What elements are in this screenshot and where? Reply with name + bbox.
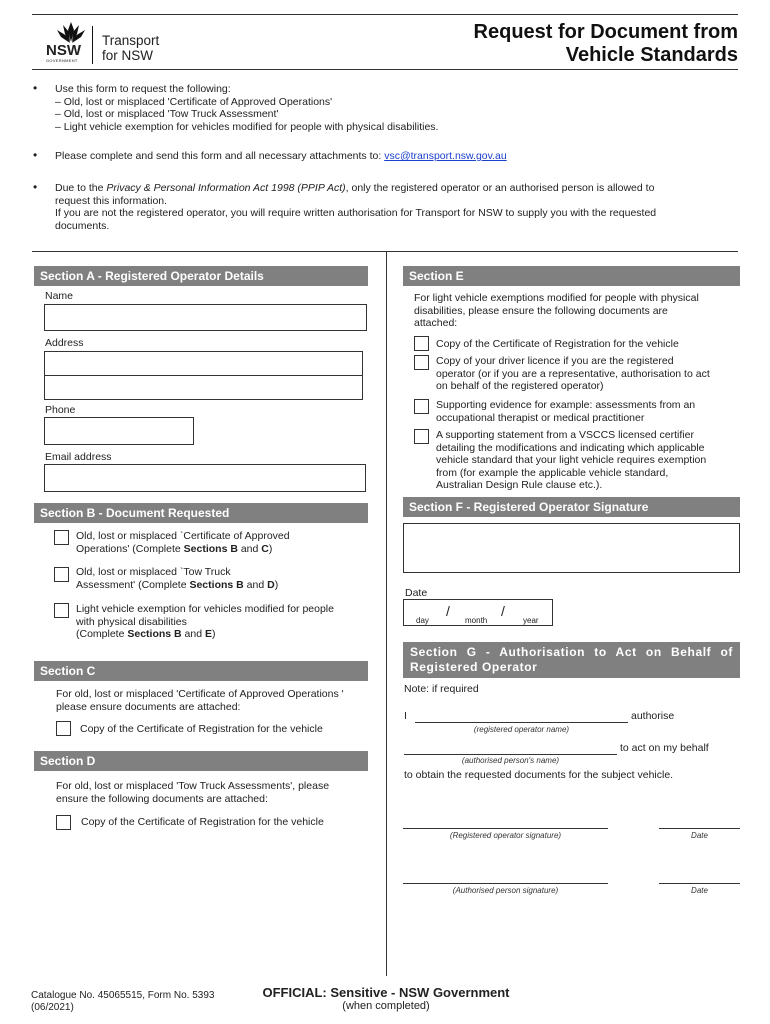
form-date-code: (06/2021) xyxy=(31,1002,74,1013)
title-line-2: Vehicle Standards xyxy=(565,44,738,66)
date-slash: / xyxy=(501,603,505,619)
phone-field[interactable] xyxy=(44,417,194,445)
logo-government-text: GOVERNMENT xyxy=(46,58,78,63)
operator-signature-line[interactable] xyxy=(403,828,608,829)
logo-transport: Transport xyxy=(102,33,160,48)
section-d-registration-checkbox[interactable] xyxy=(56,815,71,830)
section-f-header: Section F - Registered Operator Signature xyxy=(403,497,740,517)
authorised-signature-line[interactable] xyxy=(403,883,608,884)
authorised-person-name-line[interactable] xyxy=(404,754,617,755)
option-exemption-label: Light vehicle exemption for vehicles modified for people with physical disabilities (Complete Sections B and E) xyxy=(76,603,334,640)
option-coa-label: Old, lost or misplaced `Certificate of Approved Operations' (Complete Sections B and C) xyxy=(76,530,290,555)
authorise-word: authorise xyxy=(631,710,675,722)
authorised-person-name-caption: (authorised person's name) xyxy=(461,756,560,765)
section-e-licence-label: Copy of your driver licence if you are the registered operator (or if you are a representative, authorisation to act on behalf of the registered operator) xyxy=(436,355,710,392)
option-tow-checkbox[interactable] xyxy=(54,567,69,582)
nsw-logo xyxy=(44,20,179,66)
waratah-icon xyxy=(54,20,88,44)
date-label: Date xyxy=(405,587,428,599)
authorised-signature-caption: (Authorised person signature) xyxy=(452,886,559,895)
date-day-caption: day xyxy=(416,616,429,625)
section-a-header: Section A - Registered Operator Details xyxy=(34,266,368,286)
name-field[interactable] xyxy=(44,304,367,331)
date-slash: / xyxy=(446,603,450,619)
bullet-dot: • xyxy=(33,180,38,194)
registered-operator-name-line[interactable] xyxy=(415,722,628,723)
header-rule xyxy=(32,69,738,70)
bullet-dot: • xyxy=(33,81,38,95)
obtain-documents-text: to obtain the requested documents for the subject vehicle. xyxy=(404,769,674,781)
operator-date-caption: Date xyxy=(691,831,708,840)
section-c-description: For old, lost or misplaced 'Certificate of Approved Operations ' please ensure documents are attached: xyxy=(56,688,344,713)
section-c-header: Section C xyxy=(34,661,368,681)
email-label: Email address xyxy=(45,451,112,463)
email-field[interactable] xyxy=(44,464,366,492)
section-d-registration-label: Copy of the Certificate of Registration for the vehicle xyxy=(81,816,324,828)
option-exemption-checkbox[interactable] xyxy=(54,603,69,618)
date-month-caption: month xyxy=(465,616,488,625)
intro-bullet-3: Due to the Privacy & Personal Information Act 1998 (PPIP Act), only the registered operator or an authorised person is allowed to request this information. If you are not the registered operator, you will require written authorisation for Transport for NSW to supply you with the requested documents. xyxy=(55,182,657,232)
when-completed: (when completed) xyxy=(342,1000,430,1012)
operator-date-line[interactable] xyxy=(659,828,740,829)
option-tow-label: Old, lost or misplaced `Tow Truck Assessment' (Complete Sections B and D) xyxy=(76,566,279,591)
logo-nsw-text: NSW xyxy=(46,42,81,59)
act-on-behalf-text: to act on my behalf xyxy=(620,742,709,754)
address-field-line-1[interactable] xyxy=(44,351,363,376)
section-d-header: Section D xyxy=(34,751,368,771)
name-label: Name xyxy=(45,290,74,302)
address-field-line-2[interactable] xyxy=(44,375,363,400)
intro-bullet-2: Please complete and send this form and all necessary attachments to: vsc@transport.nsw.gov.au xyxy=(55,150,507,162)
operator-signature-field[interactable] xyxy=(403,523,740,573)
option-coa-checkbox[interactable] xyxy=(54,530,69,545)
bullet-dot: • xyxy=(33,148,38,162)
operator-signature-caption: (Registered operator signature) xyxy=(449,831,562,840)
section-c-registration-label: Copy of the Certificate of Registration for the vehicle xyxy=(80,723,323,735)
address-label: Address xyxy=(45,337,84,349)
official-classification: OFFICIAL: Sensitive - NSW Government xyxy=(262,985,510,1000)
section-e-statement-label: A supporting statement from a VSCCS licensed certifier detailing the modifications and indicating which applicable vehicle standard that your light vehicle requires exemption from (for example the applicable vehicle standard, Australian Design Rule clause etc.). xyxy=(436,429,707,491)
page-title xyxy=(474,21,738,67)
section-g-header: Section G - Authorisation to Act on Behalf of Registered Operator xyxy=(403,642,740,678)
section-e-registration-label: Copy of the Certificate of Registration for the vehicle xyxy=(436,338,679,350)
top-rule xyxy=(32,14,738,15)
authorised-date-line[interactable] xyxy=(659,883,740,884)
intro-bullet-1: Use this form to request the following: – Old, lost or misplaced 'Certificate of Approved Operations' – Old, lost or misplaced 'Tow Truck Assessment' – Light vehicle exemption for vehicles modified for people with physical disabilities. xyxy=(55,83,439,133)
section-e-statement-checkbox[interactable] xyxy=(414,429,429,444)
authorise-i: I xyxy=(404,710,407,722)
section-e-evidence-checkbox[interactable] xyxy=(414,399,429,414)
section-e-evidence-label: Supporting evidence for example: assessments from an occupational therapist or medical practitioner xyxy=(436,399,696,424)
email-link[interactable]: vsc@transport.nsw.gov.au xyxy=(384,150,507,162)
section-e-description: For light vehicle exemptions modified for people with physical disabilities, please ensure the following documents are attached: xyxy=(414,292,699,329)
section-b-header: Section B - Document Requested xyxy=(34,503,368,523)
logo-for-nsw: for NSW xyxy=(102,48,154,63)
date-year-caption: year xyxy=(523,616,539,625)
phone-label: Phone xyxy=(45,404,76,416)
logo-divider xyxy=(92,26,93,64)
section-d-description: For old, lost or misplaced 'Tow Truck Assessments', please ensure the following documents are attached: xyxy=(56,780,330,805)
section-e-registration-checkbox[interactable] xyxy=(414,336,429,351)
title-line-1: Request for Document from xyxy=(473,21,738,43)
catalogue-number: Catalogue No. 45065515, Form No. 5393 xyxy=(31,990,215,1001)
section-g-note: Note: if required xyxy=(404,683,479,695)
section-c-registration-checkbox[interactable] xyxy=(56,721,71,736)
section-e-licence-checkbox[interactable] xyxy=(414,355,429,370)
authorised-date-caption: Date xyxy=(691,886,708,895)
section-e-header: Section E xyxy=(403,266,740,286)
registered-operator-name-caption: (registered operator name) xyxy=(473,725,570,734)
column-divider xyxy=(386,251,387,976)
intro-rule xyxy=(32,251,738,252)
